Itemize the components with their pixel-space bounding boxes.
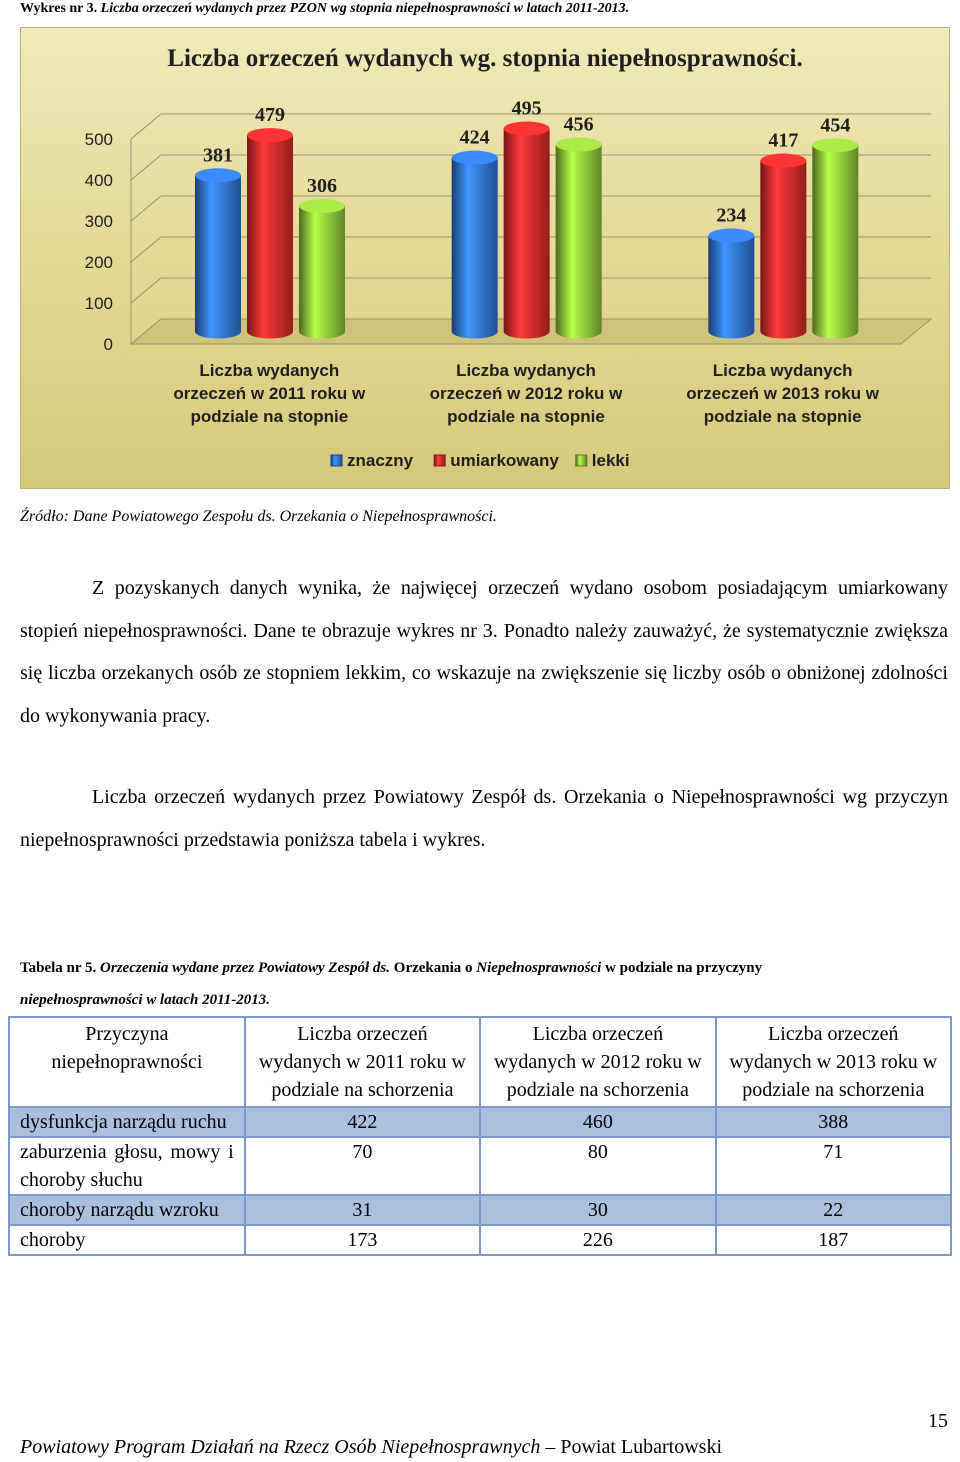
table-cell-value: 187 [716,1225,951,1255]
figure-caption [20,0,950,18]
x-category-label: orzeczeń w 2011 roku w [173,384,366,403]
bar-top-znaczny [195,168,241,182]
table-cell-value: 71 [716,1137,951,1195]
data-label: 479 [255,104,285,127]
bar-top-lekki [812,138,858,152]
table-header-cell: Liczba orzeczeń wydanych w 2013 roku w podziale na schorzenia [716,1017,951,1107]
paragraph-2: Liczba orzeczeń wydanych przez Powiatowy Zespół ds. Orzekania o Niepełnosprawności wg przyczyn niepełnosprawności przedstawia poniższa tabela i wykres. [20,786,948,851]
footer-program: Powiatowy Program Działań na Rzecz Osób Niepełnosprawnych [20,1436,541,1458]
table-cell-value: 226 [480,1225,715,1255]
bar-znaczny [452,158,498,332]
x-category-label: podziale na stopnie [190,407,349,426]
bar-lekki [556,145,602,332]
y-tick-label: 100 [84,294,113,313]
bar-chart [20,27,950,489]
gridline-depth [131,278,161,303]
bar-umiarkowany [504,129,550,332]
gridline-depth [131,114,161,139]
table-caption-prefix: Tabela nr 5. [20,960,97,976]
x-category-label: podziale na stopnie [703,407,862,426]
table-cell-cause: zaburzenia głosu, mowy i choroby słuchu [9,1137,245,1195]
x-category-label: orzeczeń w 2012 roku w [429,384,623,403]
figure-caption-title: Liczba orzeczeń wydanych przez PZON wg stopnia niepełnosprawności w latach 2011-2013. [100,1,630,16]
data-label: 495 [511,97,542,120]
y-tick-label: 0 [103,335,113,354]
x-category-label: orzeczeń w 2013 roku w [686,384,880,403]
bar-lekki [812,145,858,331]
bar-top-umiarkowany [760,154,806,168]
data-label: 234 [716,204,747,227]
gridline-depth [131,196,161,221]
data-label: 306 [307,175,337,198]
bar-znaczny [708,236,754,332]
bar-top-umiarkowany [504,122,550,136]
bar-base-znaczny [708,325,754,339]
legend-swatch-znaczny [331,455,342,466]
legend-label: lekki [591,451,630,470]
y-tick-label: 200 [84,253,113,272]
disability-causes-table [8,1016,952,1256]
table-cell-cause: choroby narządu wzroku [9,1195,245,1225]
page-number: 15 [928,1410,948,1432]
bar-base-lekki [556,325,602,339]
page-footer [20,1436,722,1459]
legend-label: umiarkowany [450,451,559,470]
bar-base-umiarkowany [760,325,806,339]
table-caption-italic2: Niepełnosprawności [476,960,602,976]
figure-caption-prefix: Wykres nr 3. [20,1,98,16]
table-row [9,1225,951,1255]
table-caption-mid: Orzekania o [393,960,473,976]
legend-swatch-lekki [576,455,587,466]
table-cell-cause: dysfunkcja narządu ruchu [9,1107,245,1137]
table-header-cell: Liczba orzeczeń wydanych w 2012 roku w podziale na schorzenia [480,1017,715,1107]
table-cell-value: 30 [480,1195,715,1225]
bar-base-umiarkowany [247,325,293,339]
bar-znaczny [195,175,241,331]
bar-top-znaczny [708,229,754,243]
chart-title: Liczba orzeczeń wydanych wg. stopnia niepełnosprawności. [167,45,803,72]
table-cell-value: 388 [716,1107,951,1137]
table-header-row [9,1017,951,1107]
bar-umiarkowany [760,161,806,332]
data-label: 454 [820,114,851,137]
table-cell-value: 460 [480,1107,715,1137]
data-label: 456 [563,113,594,136]
table-cell-value: 422 [245,1107,480,1137]
table-caption-rest: w podziale na przyczyny [605,960,763,976]
bar-base-znaczny [452,325,498,339]
bar-top-lekki [556,138,602,152]
bar-top-znaczny [452,151,498,165]
table-row [9,1195,951,1225]
chart-svg [21,28,949,488]
table-cell-value: 22 [716,1195,951,1225]
bar-top-lekki [299,199,345,213]
source-note: Źródło: Dane Powiatowego Zespołu ds. Orzekania o Niepełnosprawności. [20,508,497,525]
bar-base-lekki [299,325,345,339]
bar-top-umiarkowany [247,128,293,142]
data-label: 381 [203,144,233,167]
bar-base-znaczny [195,325,241,339]
table-row [9,1107,951,1137]
data-label: 424 [459,126,490,149]
x-category-label: Liczba wydanych [456,361,596,380]
bar-base-umiarkowany [504,325,550,339]
table-cell-value: 80 [480,1137,715,1195]
y-tick-label: 300 [84,212,113,231]
table-caption [20,952,950,1016]
table-header-cell: Przyczyna niepełnoprawności [9,1017,245,1107]
table-cell-value: 70 [245,1137,480,1195]
footer-county: – Powiat Lubartowski [545,1436,722,1458]
y-tick-label: 500 [84,130,113,149]
legend-label: znaczny [347,451,414,470]
gridline-depth [131,237,161,262]
table-cell-value: 31 [245,1195,480,1225]
table-cell-cause: choroby [9,1225,245,1255]
x-category-label: Liczba wydanych [199,361,340,380]
table-cell-value: 173 [245,1225,480,1255]
table-caption-line2: niepełnosprawności w latach 2011-2013. [20,992,271,1008]
data-label: 417 [768,129,799,152]
x-category-label: Liczba wydanych [712,361,853,380]
gridline-depth [131,155,161,180]
bar-umiarkowany [247,135,293,331]
bar-lekki [299,206,345,331]
table-row [9,1137,951,1195]
y-tick-label: 400 [84,171,113,190]
table-caption-italic: Orzeczenia wydane przez Powiatowy Zespół ds. [100,960,391,976]
bar-base-lekki [812,325,858,339]
table-header-cell: Liczba orzeczeń wydanych w 2011 roku w podziale na schorzenia [245,1017,480,1107]
paragraph-1: Z pozyskanych danych wynika, że najwięcej orzeczeń wydano osobom posiadającym umiarkowany stopień niepełnosprawności. Dane te obrazuje wykres nr 3. Ponadto należy zauważyć, że systematycznie zwiększa się liczba orzekanych osób ze stopniem lekkim, co wskazuje na zwiększenie się liczby osób o obniżonej zdolności do wykonywania pracy. [20,577,948,727]
legend-swatch-umiarkowany [434,455,445,466]
x-category-label: podziale na stopnie [447,407,605,426]
